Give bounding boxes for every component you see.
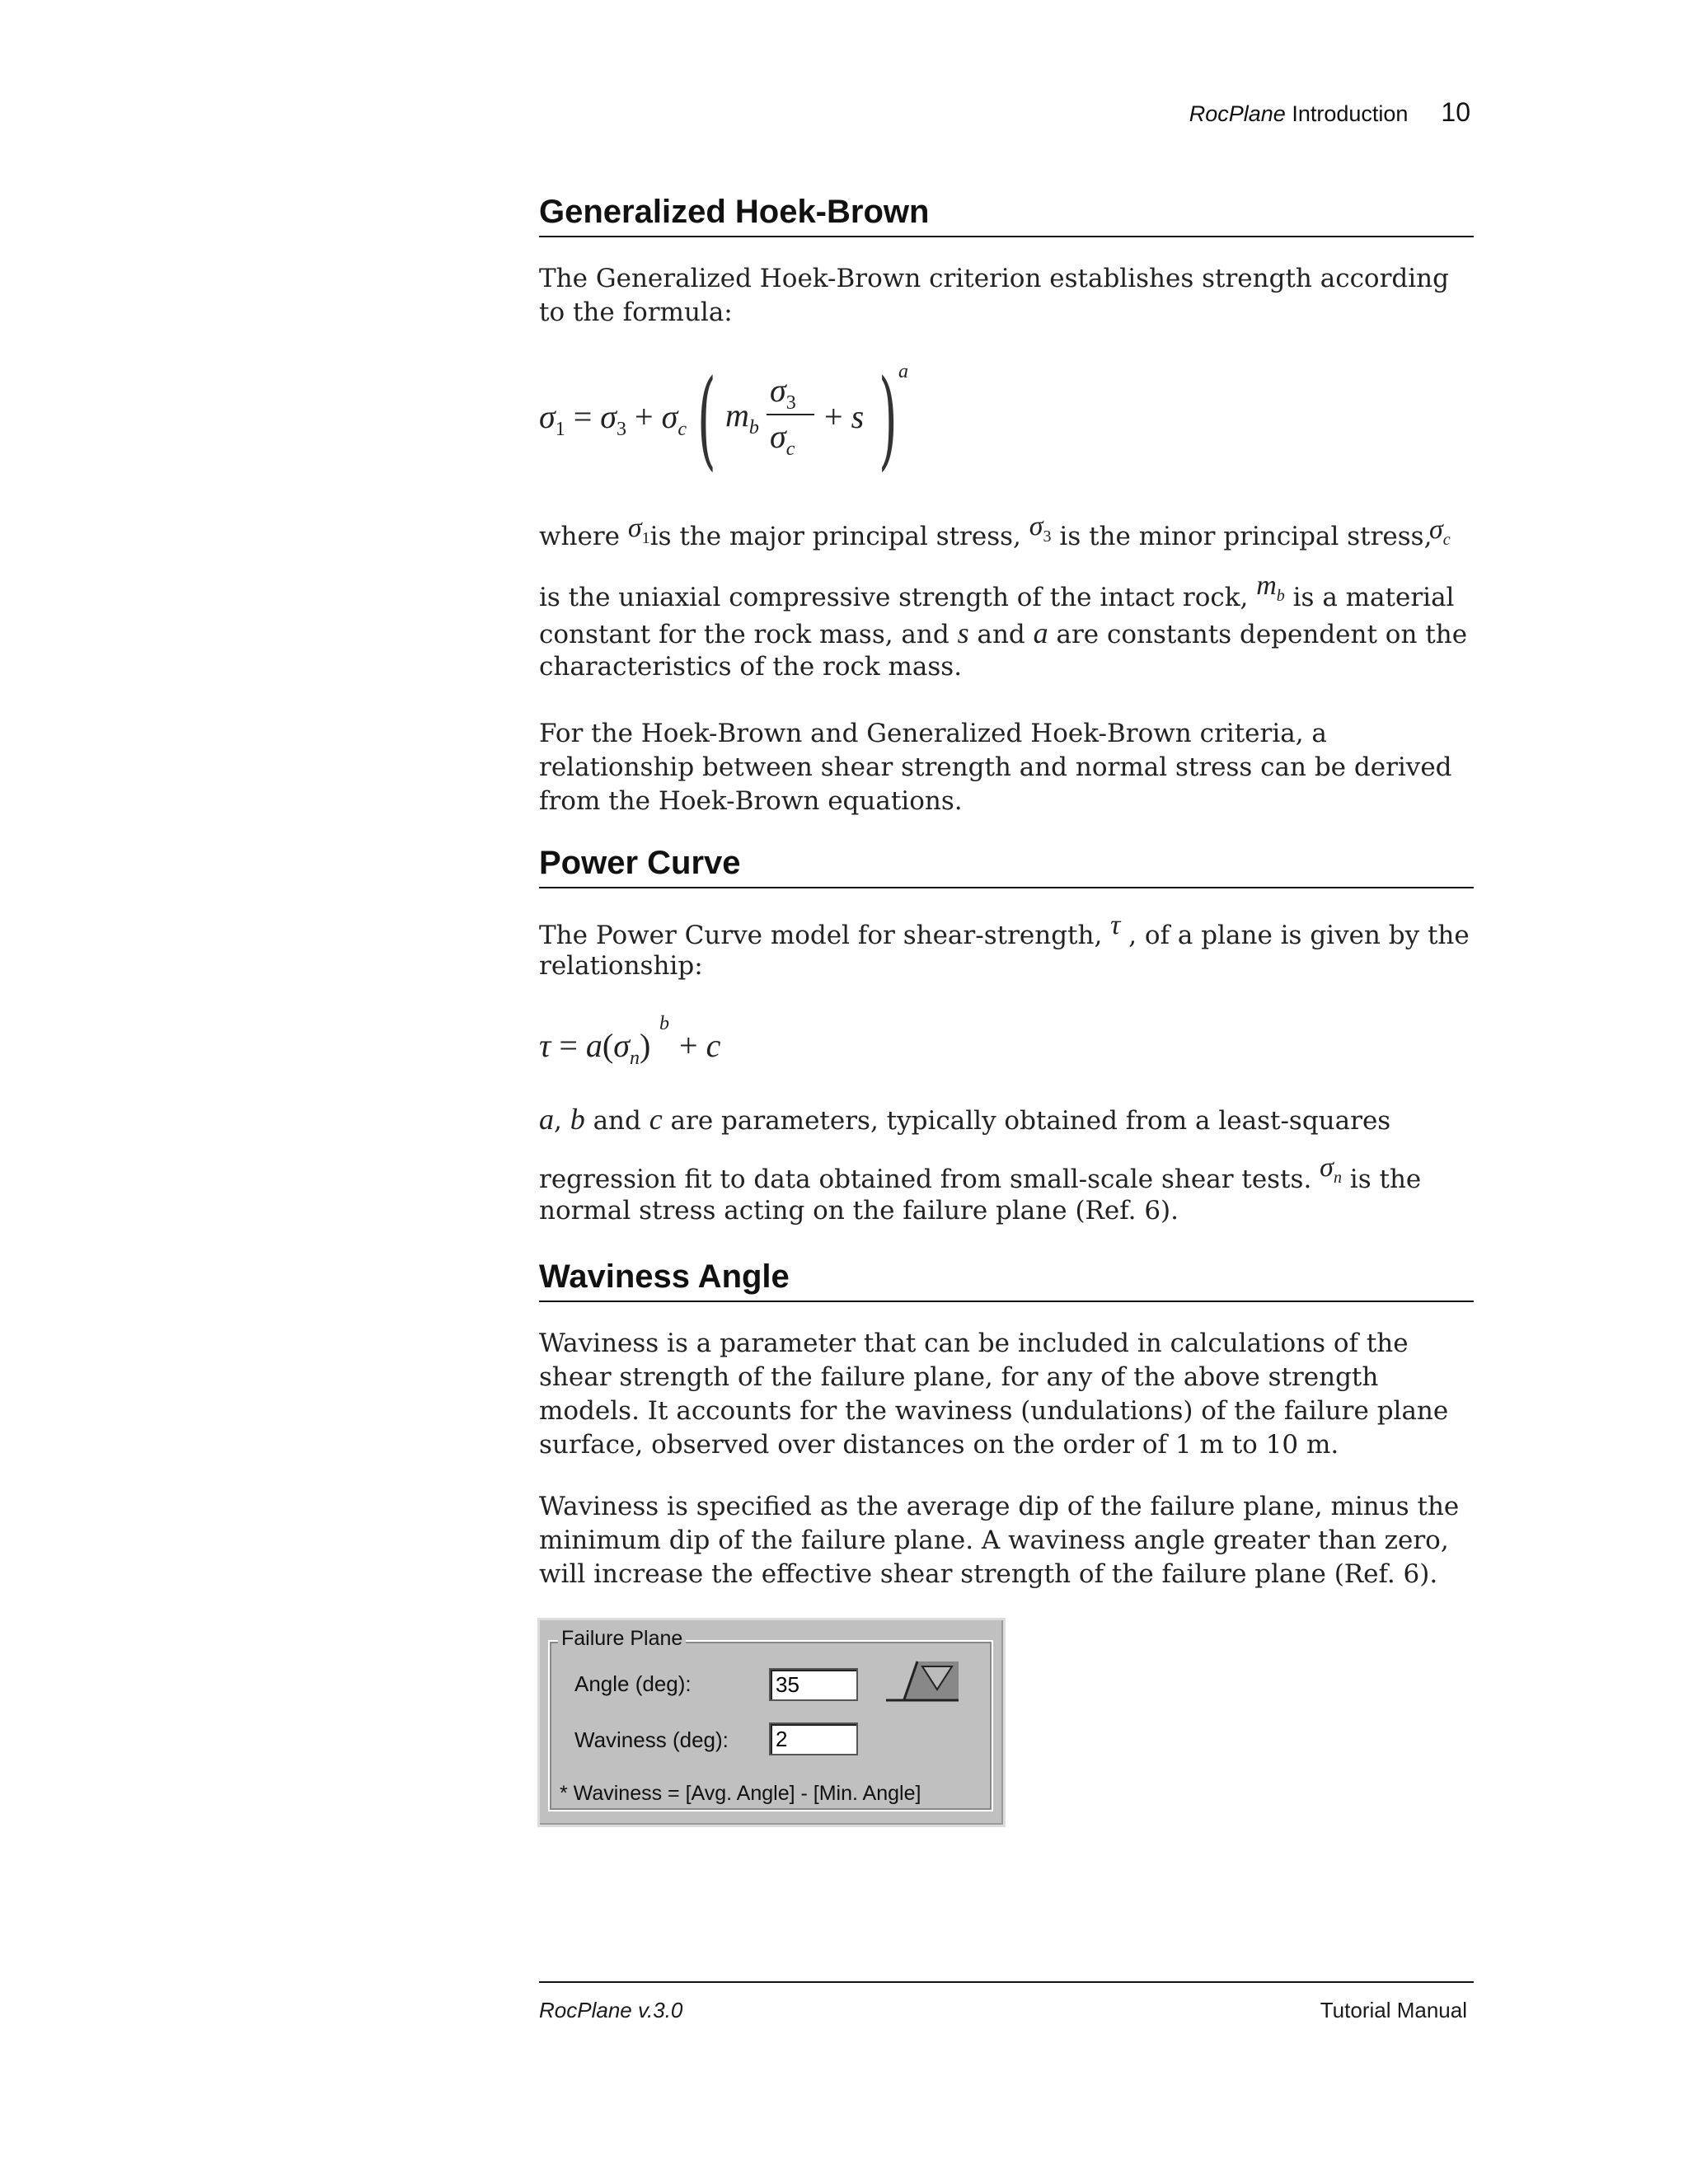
where-line-3 [539, 616, 1474, 652]
waviness-label: Waviness (deg): [574, 1727, 729, 1752]
where-line-1 [539, 511, 1474, 564]
header-product: RocPlane [1189, 101, 1286, 126]
heading-power-curve: Power Curve [539, 842, 1474, 888]
group-title: Failure Plane [558, 1627, 686, 1651]
constants-text: are constants dependent on the [1048, 620, 1468, 649]
b-param: b [570, 1103, 585, 1136]
and-text: and [968, 620, 1034, 649]
header-section: Introduction [1285, 101, 1409, 126]
minor-stress-text: is the minor principal stress, [1051, 522, 1432, 551]
mb-symbol: $m_b$ [1256, 570, 1285, 605]
major-stress-text: is the major principal stress, [649, 522, 1029, 551]
s-symbol: s [957, 616, 969, 649]
where-text: where [539, 522, 628, 551]
waviness-input[interactable] [769, 1722, 858, 1755]
slope-icon[interactable] [886, 1657, 960, 1703]
is-the-text: is the [1341, 1165, 1422, 1194]
a-param: a [539, 1103, 554, 1136]
ucs-text: is the uniaxial compressive strength of the intact rock, [539, 583, 1257, 612]
parameters-line-3: normal stress acting on the failure plane (Ref. 6). [539, 1196, 1179, 1226]
failure-plane-panel [537, 1618, 1006, 1827]
hoek-brown-equation: $\sigma_1 = \sigma_3 + \sigma_c$ ( $m_b$ $\sigma_3$ $\sigma_c$ + s ) a [539, 356, 908, 481]
footer-rule [539, 1981, 1474, 1983]
where-line-4: characteristics of the rock mass. [539, 652, 963, 682]
hoek-brown-relationship-paragraph: For the Hoek-Brown and Generalized Hoek-Brown criteria, a relationship between shear strength and normal stress can be derived from the Hoek-Brown equations. [539, 719, 1452, 816]
a-symbol: a [1033, 616, 1048, 649]
footer-version: RocPlane v.3.0 [539, 1998, 683, 2022]
waviness-paragraph-2: Waviness is specified as the average dip of the failure plane, minus the minimum dip of the failure plane. A waviness angle greater than zero, will increase the effective shear strength of the failure plane (Ref. 6). [539, 1492, 1460, 1589]
material-text: is a material [1284, 583, 1455, 612]
waviness-paragraph-1: Waviness is a parameter that can be included in calculations of the shear strength of the failure plane, for any of the above strength models. It accounts for the waviness (undulations) of the failure plane surface, observed over distances on the order of 1 m to 10 m. [539, 1329, 1449, 1460]
c-param: c [649, 1103, 663, 1136]
tau-symbol: τ [1110, 910, 1121, 940]
sigma-3-symbol: $\sigma_3$ [1029, 511, 1052, 546]
constant-text: constant for the rock mass, and [539, 620, 958, 649]
regression-text: regression fit to data obtained from small-scale shear tests. [539, 1165, 1320, 1194]
angle-label: Angle (deg): [574, 1671, 692, 1696]
sigma-n-symbol: $\sigma_n$ [1320, 1152, 1342, 1187]
waviness-note: * Waviness = [Avg. Angle] - [Min. Angle] [560, 1782, 921, 1805]
power-intro-text-2: , of a plane is given by the [1120, 921, 1470, 950]
heading-waviness-angle: Waviness Angle [539, 1256, 1474, 1302]
hoek-brown-intro: The Generalized Hoek-Brown criterion establishes strength according to the formula: [539, 264, 1449, 327]
params-text: are parameters, typically obtained from a least-squares [662, 1106, 1391, 1136]
power-intro-text: The Power Curve model for shear-strength, [539, 921, 1111, 950]
power-curve-intro-line-1 [539, 910, 1474, 953]
heading-generalized-hoek-brown: Generalized Hoek-Brown [539, 191, 1474, 237]
power-curve-intro-line-2: relationship: [539, 951, 703, 981]
power-curve-equation: $\tau = a(\sigma_n)$ b + c [539, 1013, 721, 1069]
parameters-line-1: a, b and c are parameters, typically obtained from a least-squares [539, 1103, 1391, 1136]
angle-input[interactable] [769, 1668, 858, 1701]
page-number: 10 [1441, 97, 1470, 127]
footer-manual-title: Tutorial Manual [1320, 1998, 1467, 2022]
sigma-c-symbol: $\sigma_c$ [1429, 514, 1451, 549]
page-header [1071, 97, 1470, 138]
sigma-1-symbol: $\sigma_1$ [627, 513, 650, 547]
